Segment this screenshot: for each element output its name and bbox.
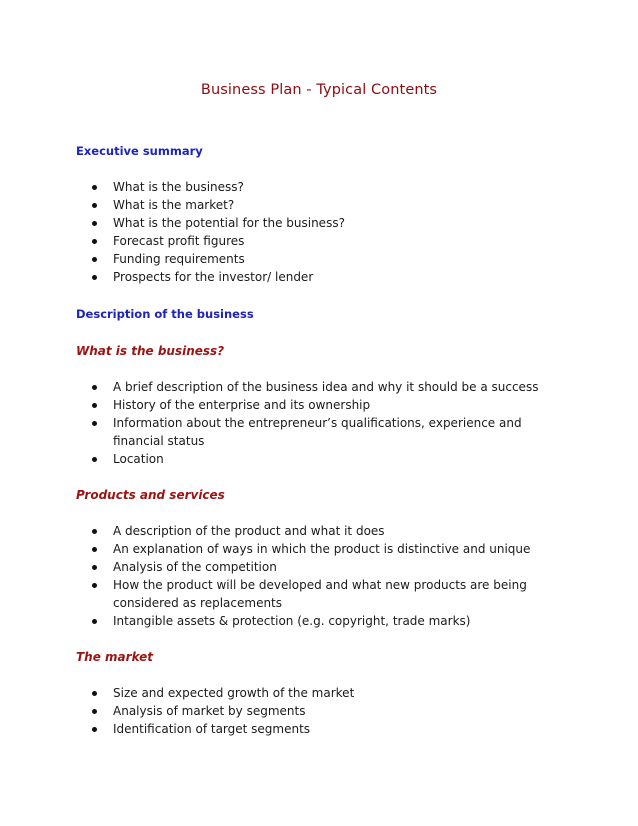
bullet-icon [92, 691, 97, 696]
list-item: Location [76, 450, 563, 468]
list-item: A brief description of the business idea and why it should be a success [76, 378, 563, 396]
executive-summary-list [76, 178, 576, 286]
list-item: Analysis of the competition [76, 558, 563, 576]
bullet-icon [92, 421, 97, 426]
what-is-business-list [76, 378, 576, 468]
list-item: Funding requirements [76, 250, 563, 268]
bullet-icon [92, 583, 97, 588]
list-item: Intangible assets & protection (e.g. copyright, trade marks) [76, 612, 563, 630]
bullet-icon [92, 403, 97, 408]
list-item: An explanation of ways in which the product is distinctive and unique [76, 540, 563, 558]
heading-products-and-services: Products and services [76, 488, 225, 502]
page-title: Business Plan - Typical Contents [200, 82, 438, 98]
bullet-icon [92, 547, 97, 552]
list-item: Identification of target segments [76, 720, 563, 738]
market-list [76, 684, 576, 738]
products-services-list [76, 522, 576, 630]
document-body [76, 142, 576, 738]
list-item: What is the business? [76, 178, 563, 196]
bullet-icon [92, 619, 97, 624]
bullet-icon [92, 385, 97, 390]
list-item: Forecast profit figures [76, 232, 563, 250]
list-item: History of the enterprise and its ownership [76, 396, 563, 414]
list-item: Prospects for the investor/ lender [76, 268, 563, 286]
bullet-icon [92, 709, 97, 714]
bullet-icon [92, 529, 97, 534]
list-item: Size and expected growth of the market [76, 684, 563, 702]
list-item: What is the potential for the business? [76, 214, 563, 232]
bullet-icon [92, 457, 97, 462]
list-item: What is the market? [76, 196, 563, 214]
heading-the-market: The market [76, 650, 153, 664]
bullet-icon [92, 221, 97, 226]
list-item: Analysis of market by segments [76, 702, 563, 720]
bullet-icon [92, 185, 97, 190]
bullet-icon [92, 203, 97, 208]
heading-what-is-the-business: What is the business? [76, 344, 225, 358]
bullet-icon [92, 239, 97, 244]
bullet-icon [92, 257, 97, 262]
list-item: A description of the product and what it does [76, 522, 563, 540]
list-item: How the product will be developed and what new products are being considered as replacements [76, 576, 563, 612]
heading-description-of-business: Description of the business [76, 307, 254, 321]
bullet-icon [92, 565, 97, 570]
heading-executive-summary: Executive summary [76, 144, 203, 158]
bullet-icon [92, 275, 97, 280]
bullet-icon [92, 727, 97, 732]
list-item: Information about the entrepreneur’s qualifications, experience and financial status [76, 414, 563, 450]
